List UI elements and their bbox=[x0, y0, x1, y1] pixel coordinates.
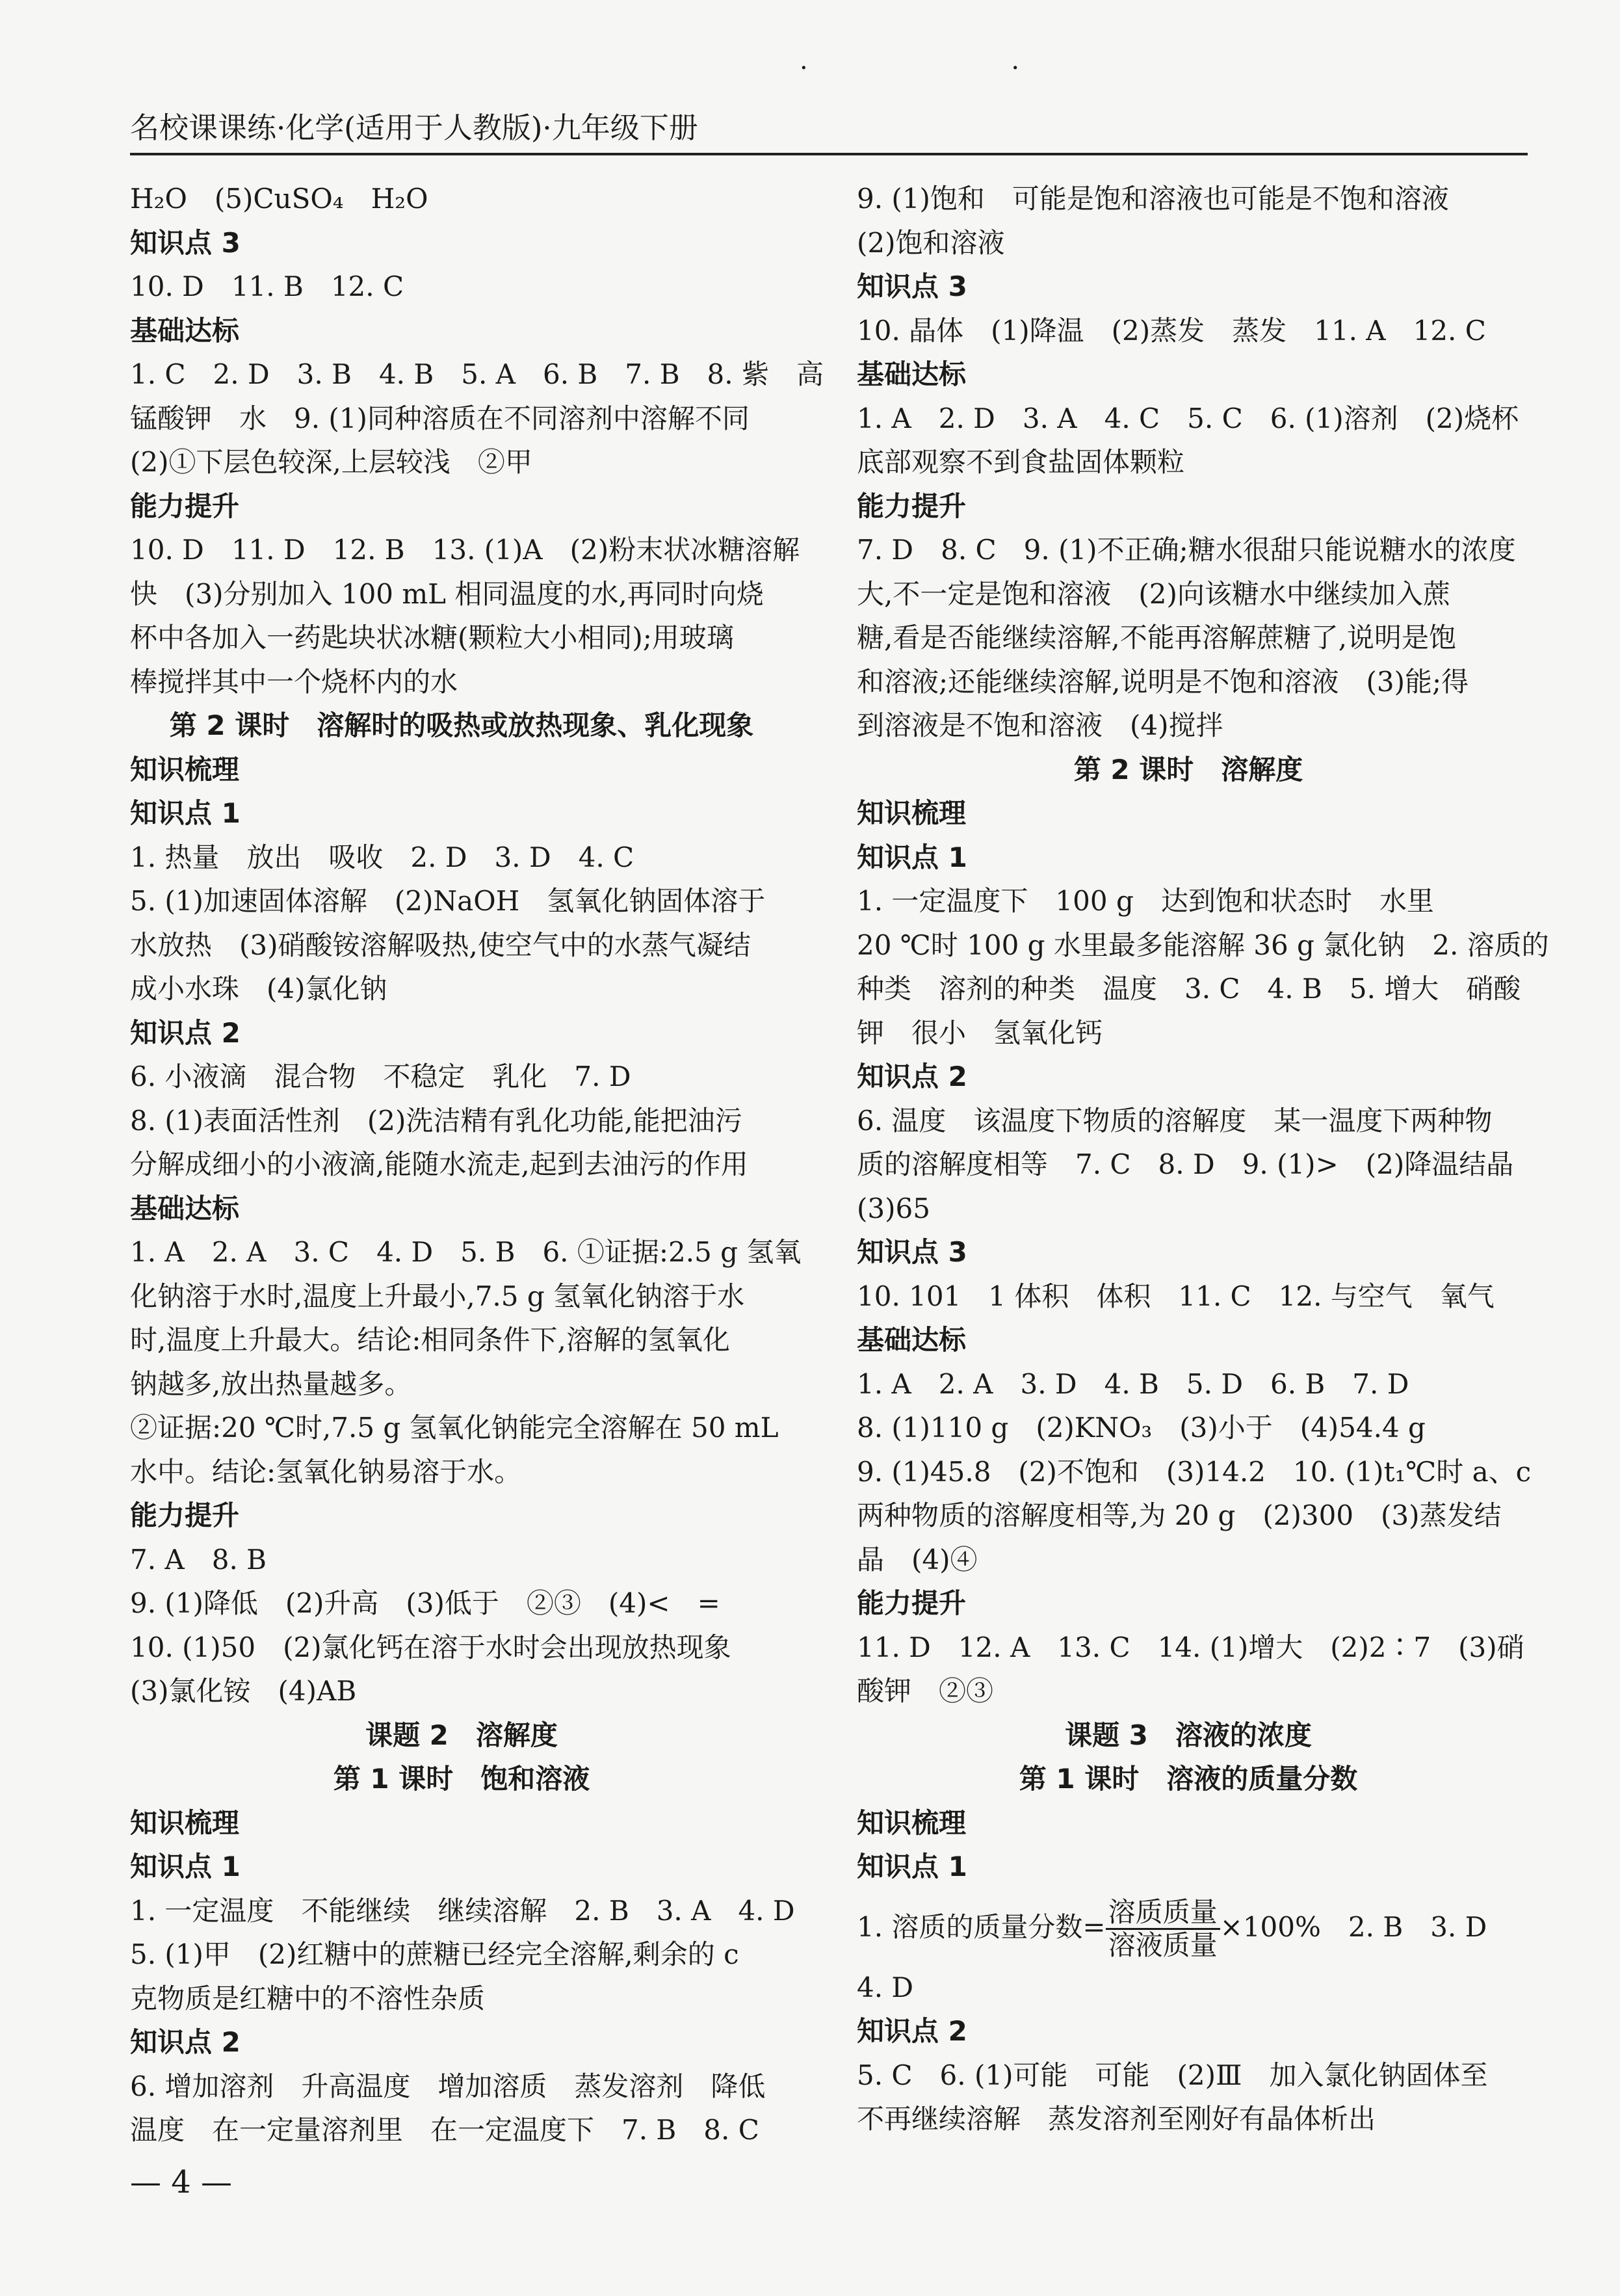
answer-line: 克物质是红糖中的不溶性杂质 bbox=[130, 1982, 486, 2014]
answer-line: 钾 很小 氢氧化钙 bbox=[857, 1016, 1103, 1049]
answer-line: 10. (1)50 (2)氯化钙在溶于水时会出现放热现象 bbox=[130, 1631, 731, 1663]
answer-line: 5. (1)加速固体溶解 (2)NaOH 氢氧化钠固体溶于 bbox=[130, 885, 766, 917]
section-heading: 能力提升 bbox=[857, 490, 967, 522]
lesson-title: 课题 3 溶液的浓度 bbox=[1065, 1719, 1312, 1751]
answer-line: 9. (1)降低 (2)升高 (3)低于 ②③ (4)< = bbox=[130, 1587, 720, 1619]
section-heading: 知识点 3 bbox=[857, 1236, 967, 1268]
right-column bbox=[857, 177, 1549, 2141]
answer-line: 快 (3)分别加入 100 mL 相同温度的水,再同时向烧 bbox=[130, 577, 764, 610]
answer-line: 5. (1)甲 (2)红糖中的蔗糖已经完全溶解,剩余的 c bbox=[130, 1938, 739, 1970]
lesson-title: 第 1 课时 饱和溶液 bbox=[333, 1763, 590, 1795]
answer-line: 和溶液;还能继续溶解,说明是不饱和溶液 (3)能;得 bbox=[857, 665, 1469, 698]
answer-line: 10. D 11. B 12. C bbox=[130, 271, 404, 302]
section-heading: 能力提升 bbox=[130, 490, 240, 522]
lesson-title: 第 2 课时 溶解时的吸热或放热现象、乳化现象 bbox=[169, 709, 754, 741]
answer-line: 1. A 2. D 3. A 4. C 5. C 6. (1)溶剂 (2)烧杯 bbox=[857, 402, 1519, 434]
section-heading: 能力提升 bbox=[857, 1587, 967, 1619]
answer-line: 4. D bbox=[857, 1971, 914, 2003]
answer-line: 5. C 6. (1)可能 可能 (2)Ⅲ 加入氯化钠固体至 bbox=[857, 2059, 1488, 2091]
answer-line: 晶 (4)④ bbox=[857, 1543, 978, 1576]
section-heading: 基础达标 bbox=[130, 1192, 240, 1224]
answer-line-formula bbox=[857, 1889, 1520, 1966]
section-heading: 知识点 2 bbox=[857, 2015, 967, 2047]
answer-line: 种类 溶剂的种类 温度 3. C 4. B 5. 增大 硝酸 bbox=[857, 973, 1521, 1005]
answer-line: 杯中各加入一药匙块状冰糖(颗粒大小相同);用玻璃 bbox=[130, 622, 734, 653]
answer-line: 棒搅拌其中一个烧杯内的水 bbox=[130, 665, 458, 698]
section-heading: 知识梳理 bbox=[857, 797, 967, 829]
answer-line: 1. A 2. A 3. D 4. B 5. D 6. B 7. D bbox=[857, 1367, 1409, 1400]
answer-line: 钠越多,放出热量越多。 bbox=[130, 1367, 412, 1400]
answer-line: 1. 一定温度 不能继续 继续溶解 2. B 3. A 4. D bbox=[130, 1894, 795, 1927]
answer-line: 时,温度上升最大。结论:相同条件下,溶解的氢氧化 bbox=[130, 1324, 730, 1356]
section-heading: 知识点 3 bbox=[130, 226, 241, 259]
section-heading: 知识点 1 bbox=[857, 1851, 967, 1882]
section-heading: 知识点 3 bbox=[857, 271, 967, 302]
formula-prefix: 1. 溶质的质量分数= bbox=[857, 1910, 1106, 1943]
fraction-denominator: 溶液质量 bbox=[1108, 1929, 1218, 1961]
answer-line: 1. A 2. A 3. C 4. D 5. B 6. ①证据:2.5 g 氢氧 bbox=[130, 1236, 802, 1268]
page-number: — 4 — bbox=[130, 2164, 233, 2200]
answer-line: 8. (1)表面活性剂 (2)洗洁精有乳化功能,能把油污 bbox=[130, 1104, 742, 1137]
answer-line: 6. 温度 该温度下物质的溶解度 某一温度下两种物 bbox=[857, 1104, 1493, 1137]
answer-line: 质的溶解度相等 7. C 8. D 9. (1)> (2)降温结晶 bbox=[857, 1148, 1514, 1180]
answer-line: 11. D 12. A 13. C 14. (1)增大 (2)2∶7 (3)硝 bbox=[857, 1631, 1524, 1663]
section-heading: 基础达标 bbox=[857, 1324, 967, 1356]
section-heading: 基础达标 bbox=[857, 358, 967, 390]
section-heading: 知识点 2 bbox=[857, 1061, 967, 1092]
answer-line: 大,不一定是饱和溶液 (2)向该糖水中继续加入蔗 bbox=[857, 577, 1450, 610]
section-heading: 知识梳理 bbox=[130, 1806, 240, 1839]
answer-line: H₂O (5)CuSO₄ H₂O bbox=[130, 183, 428, 215]
answer-line: 9. (1)45.8 (2)不饱和 (3)14.2 10. (1)t₁℃时 a、c bbox=[857, 1455, 1532, 1488]
answer-line: 7. A 8. B bbox=[130, 1543, 267, 1576]
answer-line: 温度 在一定量溶剂里 在一定温度下 7. B 8. C bbox=[130, 2114, 759, 2146]
fraction bbox=[1106, 1897, 1220, 1961]
answer-line: 9. (1)饱和 可能是饱和溶液也可能是不饱和溶液 bbox=[857, 183, 1449, 215]
lesson-title: 第 1 课时 溶液的质量分数 bbox=[1019, 1763, 1358, 1795]
answer-line: 10. 101 1 体积 体积 11. C 12. 与空气 氧气 bbox=[857, 1280, 1495, 1312]
lesson-title: 课题 2 溶解度 bbox=[365, 1719, 558, 1751]
answer-line: 不再继续溶解 蒸发溶剂至刚好有晶体析出 bbox=[857, 2103, 1376, 2135]
answer-line: 化钠溶于水时,温度上升最小,7.5 g 氢氧化钠溶于水 bbox=[130, 1280, 745, 1312]
section-heading: 知识点 2 bbox=[130, 2026, 241, 2058]
answer-line: (2)①下层色较深,上层较浅 ②甲 bbox=[130, 446, 532, 478]
answer-line: 水放热 (3)硝酸铵溶解吸热,使空气中的水蒸气凝结 bbox=[130, 929, 751, 961]
answer-line: 1. C 2. D 3. B 4. B 5. A 6. B 7. B 8. 紫 高 bbox=[130, 358, 824, 390]
answer-line: 水中。结论:氢氧化钠易溶于水。 bbox=[130, 1455, 522, 1488]
answer-line: 10. 晶体 (1)降温 (2)蒸发 蒸发 11. A 12. C bbox=[857, 314, 1486, 347]
answer-line: (3)65 bbox=[857, 1192, 930, 1224]
answer-line: 成小水珠 (4)氯化钠 bbox=[130, 973, 387, 1005]
section-heading: 能力提升 bbox=[130, 1499, 240, 1531]
answer-line: 两种物质的溶解度相等,为 20 g (2)300 (3)蒸发结 bbox=[857, 1499, 1502, 1531]
lesson-title: 第 2 课时 溶解度 bbox=[1073, 753, 1303, 785]
section-heading: 知识梳理 bbox=[857, 1806, 967, 1839]
answer-line: 8. (1)110 g (2)KNO₃ (3)小于 (4)54.4 g bbox=[857, 1412, 1426, 1444]
answer-line: 分解成细小的小液滴,能随水流走,起到去油污的作用 bbox=[130, 1148, 748, 1180]
answer-line: 底部观察不到食盐固体颗粒 bbox=[857, 446, 1185, 478]
answer-line: 1. 热量 放出 吸收 2. D 3. D 4. C bbox=[130, 841, 634, 873]
formula-suffix: ×100% 2. B 3. D bbox=[1220, 1910, 1487, 1943]
section-heading: 知识点 1 bbox=[857, 841, 967, 873]
section-heading: 知识点 1 bbox=[130, 1851, 241, 1882]
answer-line: 糖,看是否能继续溶解,不能再溶解蔗糖了,说明是饱 bbox=[857, 622, 1457, 653]
answer-line: 10. D 11. D 12. B 13. (1)A (2)粉末状冰糖溶解 bbox=[130, 534, 800, 566]
answer-line: (2)饱和溶液 bbox=[857, 226, 1005, 259]
answer-line: 锰酸钾 水 9. (1)同种溶质在不同溶剂中溶解不同 bbox=[130, 402, 750, 434]
running-header: 名校课课练·化学(适用于人教版)·九年级下册 bbox=[130, 111, 698, 145]
answer-line: 6. 增加溶剂 升高温度 增加溶质 蒸发溶剂 降低 bbox=[130, 2070, 766, 2102]
answer-line: 6. 小液滴 混合物 不稳定 乳化 7. D bbox=[130, 1061, 631, 1092]
section-heading: 知识点 2 bbox=[130, 1016, 241, 1049]
section-heading: 知识梳理 bbox=[130, 753, 240, 785]
top-dots: · · bbox=[800, 53, 1117, 83]
header-rule bbox=[130, 153, 1528, 155]
section-heading: 知识点 1 bbox=[130, 797, 241, 829]
answer-line: 酸钾 ②③ bbox=[857, 1675, 994, 1707]
fraction-numerator: 溶质质量 bbox=[1106, 1897, 1220, 1930]
answer-line: (3)氯化铵 (4)AB bbox=[130, 1675, 357, 1707]
answer-line: 7. D 8. C 9. (1)不正确;糖水很甜只能说糖水的浓度 bbox=[857, 534, 1516, 566]
left-column bbox=[130, 177, 824, 2152]
answer-line: 到溶液是不饱和溶液 (4)搅拌 bbox=[857, 709, 1223, 741]
answer-line: ②证据:20 ℃时,7.5 g 氢氧化钠能完全溶解在 50 mL bbox=[130, 1412, 779, 1444]
answer-line: 1. 一定温度下 100 g 达到饱和状态时 水里 bbox=[857, 885, 1434, 917]
section-heading: 基础达标 bbox=[130, 314, 240, 347]
answer-line: 20 ℃时 100 g 水里最多能溶解 36 g 氯化钠 2. 溶质的 bbox=[857, 929, 1549, 961]
